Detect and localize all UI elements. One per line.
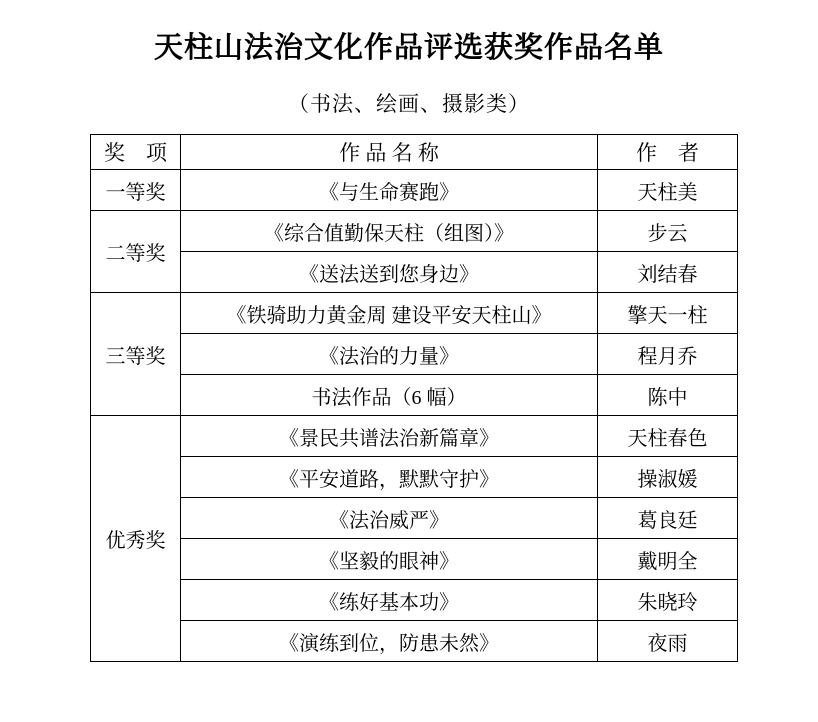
author-cell: 戴明全 [598, 539, 738, 580]
work-cell: 《练好基本功》 [181, 580, 598, 621]
table-row [91, 457, 738, 498]
author-cell: 步云 [598, 211, 738, 252]
award-cell-first-prize: 一等奖 [91, 170, 181, 211]
page-subtitle: （书法、绘画、摄影类） [288, 92, 530, 117]
table-row [91, 375, 738, 416]
table-row [91, 539, 738, 580]
table-row [91, 498, 738, 539]
work-cell: 《与生命赛跑》 [181, 170, 598, 211]
author-cell: 朱晓玲 [598, 580, 738, 621]
work-cell: 书法作品（6 幅） [181, 375, 598, 416]
table-row [91, 211, 738, 252]
award-table [90, 134, 738, 662]
table-row [91, 334, 738, 375]
table-row [91, 416, 738, 457]
table-row [91, 252, 738, 293]
work-cell: 《铁骑助力黄金周 建设平安天柱山》 [181, 293, 598, 334]
author-cell: 刘结春 [598, 252, 738, 293]
author-cell: 操淑媛 [598, 457, 738, 498]
author-cell: 陈中 [598, 375, 738, 416]
page-title: 天柱山法治文化作品评选获奖作品名单 [153, 32, 664, 64]
award-cell-second-prize: 二等奖 [91, 211, 181, 293]
work-cell: 《法治的力量》 [181, 334, 598, 375]
header-author: 作 者 [598, 135, 738, 170]
award-cell-excellence-prize: 优秀奖 [91, 416, 181, 662]
table-row [91, 293, 738, 334]
work-cell: 《平安道路，默默守护》 [181, 457, 598, 498]
table-row [91, 621, 738, 662]
author-cell: 程月乔 [598, 334, 738, 375]
author-cell: 葛良廷 [598, 498, 738, 539]
work-cell: 《演练到位，防患未然》 [181, 621, 598, 662]
award-cell-third-prize: 三等奖 [91, 293, 181, 416]
author-cell: 天柱美 [598, 170, 738, 211]
work-cell: 《法治威严》 [181, 498, 598, 539]
table-row [91, 580, 738, 621]
author-cell: 夜雨 [598, 621, 738, 662]
author-cell: 天柱春色 [598, 416, 738, 457]
author-cell: 擎天一柱 [598, 293, 738, 334]
table-row [91, 170, 738, 211]
header-work-title: 作 品 名 称 [181, 135, 598, 170]
work-cell: 《送法送到您身边》 [181, 252, 598, 293]
work-cell: 《景民共谱法治新篇章》 [181, 416, 598, 457]
work-cell: 《坚毅的眼神》 [181, 539, 598, 580]
header-award: 奖 项 [91, 135, 181, 170]
table-header-row [91, 135, 738, 170]
work-cell: 《综合值勤保天柱（组图）》 [181, 211, 598, 252]
